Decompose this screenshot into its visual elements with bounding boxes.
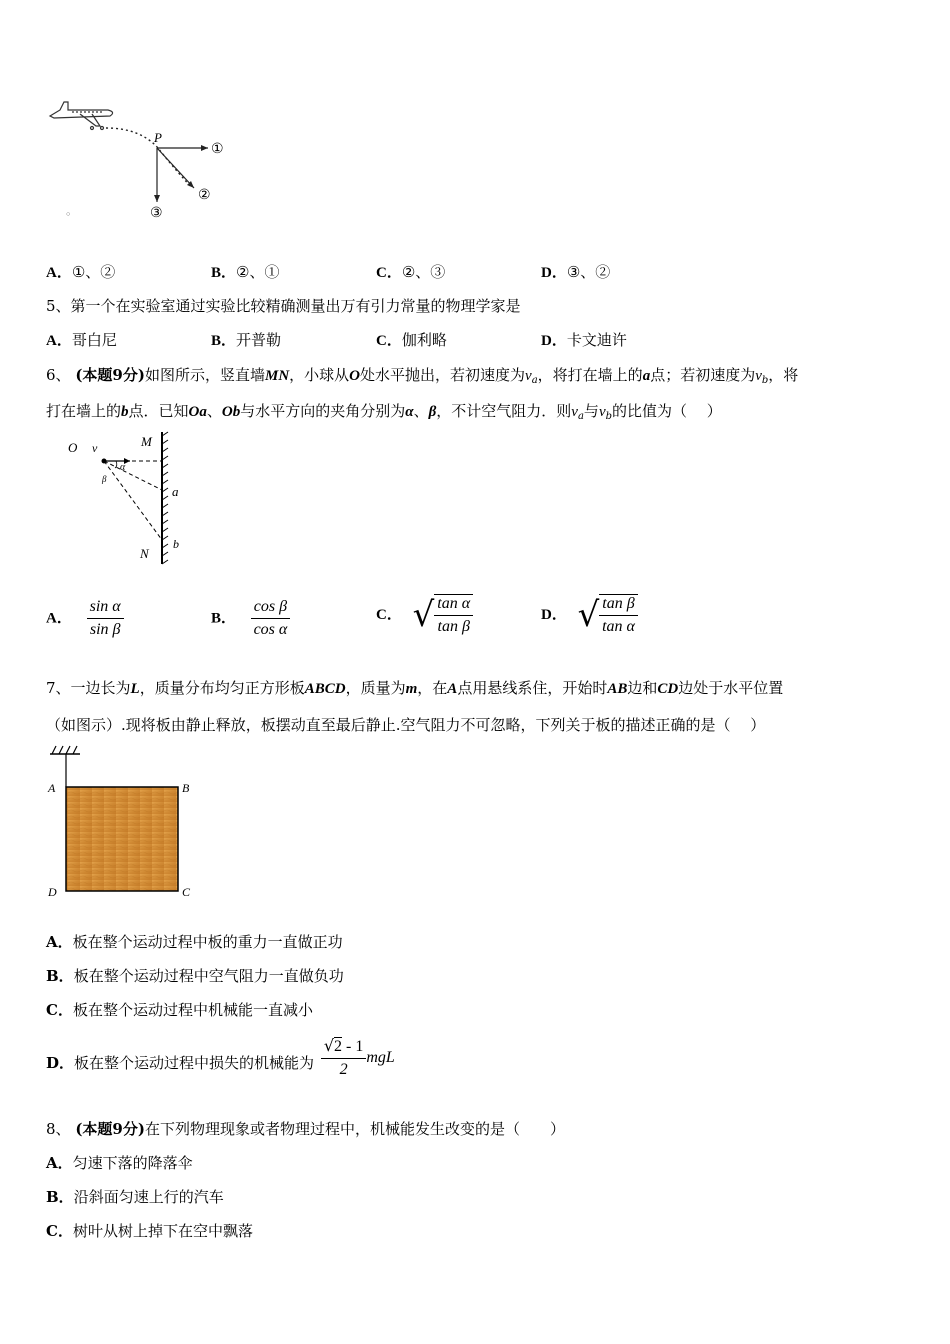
svg-text:b: b	[173, 537, 179, 551]
q5-option-a[interactable]: A．哥白尼	[46, 331, 117, 349]
svg-text:D: D	[48, 885, 57, 899]
q7-stem-line1: 7、一边长为L，质量分布均匀正方形板ABCD，质量为m，在A点用悬线系住，开始时AB边和CD边处于水平位置	[46, 679, 784, 697]
q7-option-d[interactable]: D．板在整个运动过程中损失的机械能为 $\frac{√2 - 1}{2}$ mgL	[46, 1036, 395, 1078]
svg-text:A: A	[48, 781, 56, 795]
q7-option-a[interactable]: A．板在整个运动过程中板的重力一直做正功	[46, 933, 343, 951]
q6-option-b[interactable]: B． $\frac{\text{cos β}}{\text{cos α}}$	[211, 598, 290, 639]
q8-option-c[interactable]: C．树叶从树上掉下在空中飘落	[46, 1222, 253, 1240]
q6-stem-line1: 6、 (本题9分)如图所示，竖直墙MN，小球从O处水平抛出，若初速度为$v_a$，将打在墙上的a点；若初速度为$v_b$，将	[46, 366, 799, 386]
q6-option-c[interactable]: C． √ $\frac{\text{tan α}}{\text{tan β}}$	[376, 594, 473, 636]
q8-stem: 8、 (本题9分)在下列物理现象或者物理过程中，机械能发生改变的是（ ）	[46, 1120, 565, 1138]
svg-text:a: a	[172, 484, 179, 499]
q6-option-d[interactable]: D． √ $\frac{\text{tan β}}{\text{tan α}}$	[541, 594, 638, 636]
svg-text:N: N	[140, 546, 149, 561]
q8-option-a[interactable]: A．匀速下落的降落伞	[46, 1154, 193, 1172]
q5-stem: 5、第一个在实验室通过实验比较精确测量出万有引力常量的物理学家是	[46, 297, 521, 315]
q7-plate	[66, 787, 178, 891]
q4-option-b[interactable]: B．②、①	[211, 263, 280, 281]
q6-option-a[interactable]: A． $\frac{\text{sin α}}{\text{sin β}}$	[46, 598, 124, 639]
q7-option-c[interactable]: C．板在整个运动过程中机械能一直减小	[46, 1001, 313, 1019]
svg-text:β: β	[102, 474, 107, 484]
q7-d-formula: $\frac{√2 - 1}{2}$	[321, 1036, 367, 1079]
q8-option-b[interactable]: B．沿斜面匀速上行的汽车	[46, 1188, 224, 1206]
q7-figure	[44, 742, 204, 902]
q6-stem-line2: 打在墙上的b点．已知Oa、Ob与水平方向的夹角分别为α、β，不计空气阻力．则$v_a$与$v_b$的比值为（ ）	[46, 402, 722, 422]
q4-label-p: P	[154, 130, 162, 145]
q4-option-a[interactable]: A．①、②	[46, 263, 116, 281]
airplane-icon	[50, 102, 113, 130]
q4-label-1: ①	[211, 142, 224, 157]
svg-text:M: M	[141, 434, 152, 449]
q6-figure	[62, 430, 202, 570]
q4-label-2: ②	[198, 188, 211, 203]
q5-option-d[interactable]: D．卡文迪许	[541, 331, 627, 349]
svg-text:O: O	[68, 440, 78, 455]
svg-text:○: ○	[66, 210, 71, 218]
q7-option-b[interactable]: B．板在整个运动过程中空气阻力一直做负功	[46, 967, 344, 985]
svg-text:C: C	[182, 885, 191, 899]
q5-option-b[interactable]: B．开普勒	[211, 331, 282, 349]
q4-label-3: ③	[150, 206, 163, 221]
q4-option-d[interactable]: D．③、②	[541, 263, 611, 281]
q5-option-c[interactable]: C．伽利略	[376, 331, 447, 349]
svg-text:B: B	[182, 781, 190, 795]
q4-figure	[44, 96, 234, 226]
q7-stem-line2: （如图示）.现将板由静止释放，板摆动直至最后静止.空气阻力不可忽略，下列关于板的描述正确的是（ ）	[46, 716, 766, 734]
svg-text:v: v	[92, 441, 98, 455]
svg-text:α: α	[120, 462, 126, 473]
q4-trajectory	[106, 128, 192, 188]
q4-option-c[interactable]: C．②、③	[376, 263, 446, 281]
q4-arrow-2	[157, 148, 194, 188]
